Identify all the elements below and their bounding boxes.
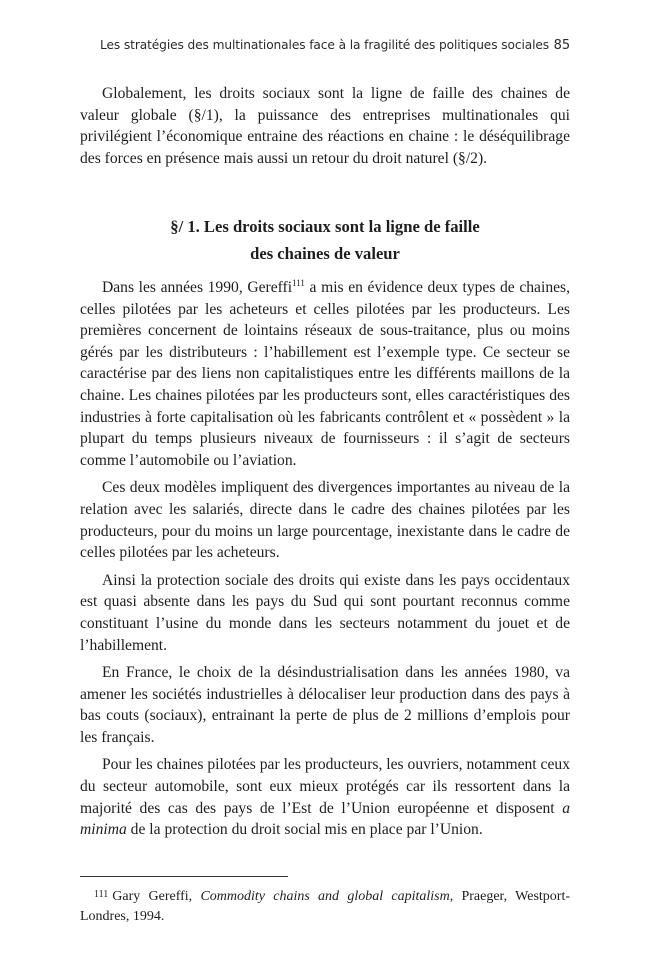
paragraph-5-start: Pour les chaines pilotées par les producteurs, les ouvriers, notamment ceux du secteur automobile, sont eux mieux protégés car ils ressortent dans la majorité des cas des pays de l’Est de l’Union européenne et disposent	[80, 756, 570, 817]
footnote-publisher: , Praeger, Westport-Londres, 1994.	[80, 889, 570, 924]
section-heading	[80, 213, 570, 267]
section-heading-line-2: des chaines de valeur	[250, 244, 400, 263]
footnote-divider	[80, 876, 288, 877]
paragraph-5	[80, 754, 570, 840]
paragraph-1-start: Dans les années 1990, Gereffi	[102, 279, 293, 296]
page-number: 85	[553, 38, 570, 53]
intro-block	[80, 83, 570, 175]
intro-paragraph: Globalement, les droits sociaux sont la ligne de faille des chaines de valeur globale (§/1), la puissance des entreprises multinationales qui privilégient l’économique entraine des réactions en chaine : le déséquilibrage des forces en présence mais aussi un retour du droit naturel (§/2).	[80, 85, 570, 167]
paragraph-1-rest: a mis en évidence deux types de chaines, celles pilotées par les acheteurs et celles pilotées par les producteurs. Les premières concernent de lointains réseaux de sous-traitance, plus ou moins gérés par les distributeurs : l’habillement est l’exemple type. Ce secteur se caractérise par des liens non capitalistiques entre les différents maillons de la chaine. Les chaines pilotées par les producteurs sont, elles caractéristiques des industries à forte capitalisation où les fabricants contrôlent et « possèdent » la plupart du temps plusieurs niveaux de fournisseurs : il s’agit de secteurs comme l’automobile ou l’aviation.	[80, 279, 570, 469]
running-head	[100, 38, 570, 52]
paragraph-2: Ces deux modèles impliquent des divergences importantes au niveau de la relation avec les salariés, directe dans le cadre des chaines pilotées par les producteurs, pour du moins un large pourcentage, inexistante dans le cadre de celles pilotées par les acheteurs.	[80, 479, 570, 562]
footnote-reference[interactable]: 111	[292, 278, 305, 288]
body-text	[80, 277, 570, 847]
running-title: Les stratégies des multinationales face à la fragilité des politiques sociales	[100, 38, 550, 52]
paragraph-4: En France, le choix de la désindustrialisation dans les années 1980, va amener les sociétés industrielles à délocaliser leur production dans des pays à bas couts (sociaux), entrainant la perte de plus de 2 millions d’emplois pour les français.	[80, 664, 570, 746]
footnote-number: 111	[94, 889, 109, 900]
section-heading-line-1: §/ 1. Les droits sociaux sont la ligne de faille	[170, 217, 480, 236]
paragraph-5-rest: de la protection du droit social mis en place par l’Union.	[126, 821, 483, 839]
footnote-title: Commodity chains and global capitalism	[200, 889, 450, 904]
footnote	[80, 885, 570, 927]
paragraph-1	[80, 277, 570, 471]
footnote-author: Gary Gereffi,	[112, 889, 201, 904]
paragraph-5-italic: a minima	[80, 799, 570, 839]
paragraph-3: Ainsi la protection sociale des droits qui existe dans les pays occidentaux est quasi absente dans les pays du Sud qui sont pourtant reconnus comme constituant l’usine du monde dans les secteurs notamment du jouet et de l’habillement.	[80, 571, 570, 654]
